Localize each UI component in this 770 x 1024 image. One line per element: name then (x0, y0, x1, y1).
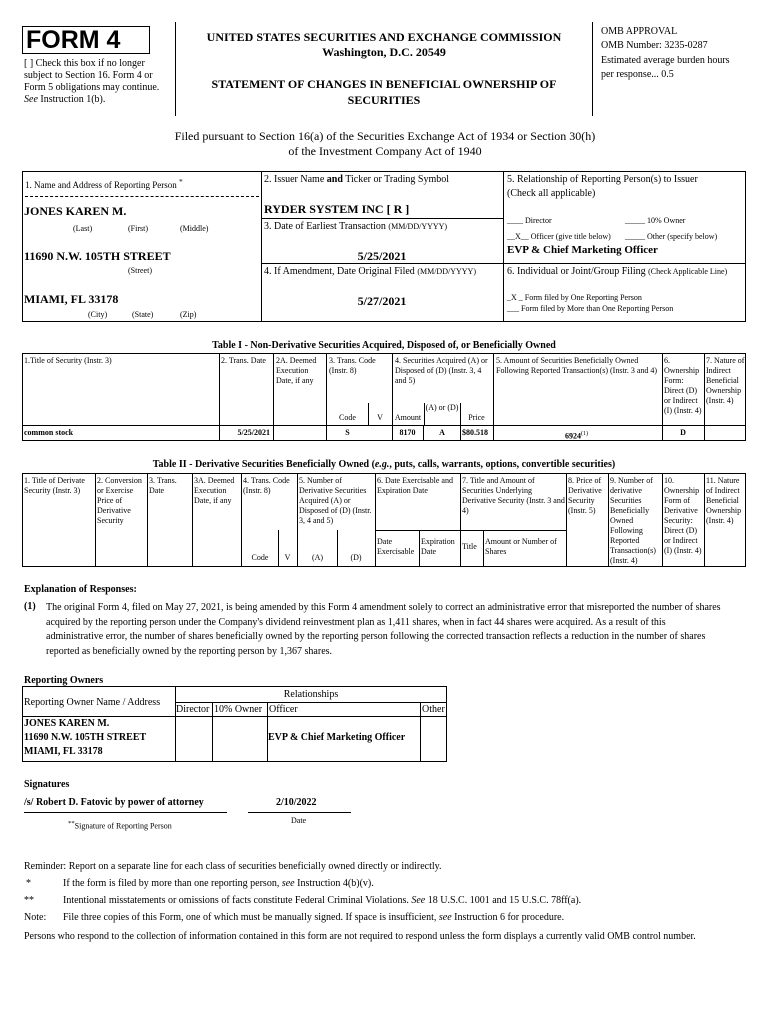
explanation-heading: Explanation of Responses: (24, 584, 137, 595)
omb-number: OMB Number: 3235-0287 (601, 40, 708, 51)
filed-by-one-option[interactable]: _X _ Form filed by One Reporting Person (507, 293, 642, 302)
t1-row-form: D (680, 428, 686, 437)
box4-label: 4. If Amendment, Date Original Filed (MM/DD/YYYY) (264, 266, 476, 277)
star1-mark: * (26, 878, 31, 889)
t2-col-price: 8. Price of Derivative Security (Instr. 5) (568, 476, 602, 515)
t2-col-form: 10. Ownership Form of Derivative Security: Direct (D) or Indirect (I) (Instr. 4) (664, 476, 702, 555)
t1-sub-price: Price (468, 413, 485, 422)
state-label: (State) (132, 310, 154, 319)
note-mark: Note: (24, 912, 47, 923)
filed-pursuant: Filed pursuant to Section 16(a) of the Securities Exchange Act of 1934 or Section 30(h) of the Investment Company Act of 1940 (174, 129, 596, 158)
t2-sub-code: Code (251, 553, 269, 562)
signature-value: /s/ Robert D. Fatovic by power of attorney (24, 797, 204, 808)
owner-officer-title: EVP & Chief Marketing Officer (268, 732, 406, 743)
persons-notice: Persons who respond to the collection of information contained in this form are not required to respond unless the form displays a currently valid OMB control number. (24, 931, 696, 942)
reporting-person-name: JONES KAREN M. (24, 204, 127, 218)
signature-label: **Signature of Reporting Person (68, 820, 172, 831)
t2-col-underlying: 7. Title and Amount of Securities Underlying Derivative Security (Instr. 3 and 4) (462, 476, 565, 515)
star2-mark: ** (24, 895, 34, 906)
t2-col-title: 1. Title of Derivate Security (Instr. 3) (24, 476, 85, 495)
first-label: (First) (128, 224, 148, 233)
t2-sub-date-ex: Date Exercisable (377, 537, 415, 556)
middle-label: (Middle) (180, 224, 209, 233)
issuer-name: RYDER SYSTEM INC [ R ] (264, 202, 410, 216)
owner-city: MIAMI, FL 33178 (24, 746, 103, 757)
check-box-note[interactable]: [ ] Check this box if no longer subject to Section 16. Form 4 or Form 5 obligations may continue. See Instruction 1(b). (24, 58, 160, 105)
reporting-person-city: MIAMI, FL 33178 (24, 292, 119, 306)
filed-by-more-option[interactable]: ___ Form filed by More than One Reporting Person (507, 304, 674, 313)
signatures-heading: Signatures (24, 779, 70, 790)
footnote-number: (1) (24, 601, 36, 612)
t2-sub-d: (D) (350, 553, 362, 562)
last-label: (Last) (73, 224, 93, 233)
t1-sub-v: V (377, 413, 383, 422)
t1-col-title: 1.Title of Security (Instr. 3) (24, 356, 112, 365)
t1-col-acquired: 4. Securities Acquired (A) or Disposed of (D) (Instr. 3, 4 and 5) (395, 356, 488, 385)
owners-col-10pct: 10% Owner (214, 704, 263, 715)
t1-col-code: 3. Trans. Code (Instr. 8) (329, 356, 376, 375)
t2-col-number: 5. Number of Derivative Securities Acquired (A) or Disposed of (D) (Instr. 3, 4 and 5) (299, 476, 372, 525)
table2-title: Table II - Derivative Securities Beneficially Owned (e.g., puts, calls, warrants, options, convertible securities) (152, 459, 616, 470)
signature-date: 2/10/2022 (276, 797, 317, 808)
t2-col-code: 4. Trans. Code (Instr. 8) (243, 476, 290, 495)
t1-row-code: S (345, 428, 350, 437)
form-title-box (22, 26, 150, 54)
t1-row-price: $80.518 (462, 428, 488, 437)
zip-label: (Zip) (180, 310, 197, 319)
table1-title: Table I - Non-Derivative Securities Acquired, Disposed of, or Beneficially Owned (212, 340, 556, 351)
owners-col-other: Other (422, 704, 445, 715)
box2-label: 2. Issuer Name and Ticker or Trading Symbol (264, 174, 450, 185)
t2-col-conversion: 2. Conversion or Exercise Price of Derivative Security (97, 476, 142, 525)
t2-col-nature: 11. Nature of Indirect Beneficial Ownership (Instr. 4) (706, 476, 742, 525)
agency-name: UNITED STATES SECURITIES AND EXCHANGE COMMISSION (206, 30, 562, 44)
reporting-person-street: 11690 N.W. 105TH STREET (24, 249, 171, 263)
t2-col-date: 3. Trans. Date (149, 476, 177, 495)
box5-label: 5. Relationship of Reporting Person(s) to Issuer (507, 174, 698, 185)
amendment-original-date: 5/27/2021 (357, 294, 407, 308)
t2-sub-a: (A) (311, 553, 324, 562)
statement-title: STATEMENT OF CHANGES IN BENEFICIAL OWNERSHIP OF SECURITIES (211, 77, 557, 107)
omb-approval: OMB APPROVAL (601, 26, 678, 37)
box5-label2: (Check all applicable) (507, 188, 596, 199)
earliest-transaction-date: 5/25/2021 (357, 249, 407, 263)
other-checkbox[interactable]: _____ Other (specify below) (625, 232, 718, 241)
form-title: FORM 4 (26, 26, 121, 54)
omb-burden: Estimated average burden hours per response... 0.5 (601, 55, 730, 80)
star2-text: Intentional misstatements or omissions of facts constitute Federal Criminal Violations. See 18 U.S.C. 1001 and 15 U.S.C. 78ff(a). (63, 895, 582, 906)
date-label: Date (291, 816, 307, 825)
reminder: Reminder: Report on a separate line for each class of securities beneficially owned directly or indirectly. (24, 861, 442, 872)
officer-title: EVP & Chief Marketing Officer (507, 244, 658, 256)
director-checkbox[interactable]: ____ Director (507, 216, 552, 225)
t2-col-exercisable: 6. Date Exercisable and Expiration Date (377, 476, 453, 495)
owners-col-name: Reporting Owner Name / Address (24, 697, 161, 708)
t2-sub-v: V (284, 553, 291, 562)
t1-sub-code: Code (339, 413, 356, 422)
street-label: (Street) (128, 266, 152, 275)
owners-col-officer: Officer (269, 704, 298, 715)
note-text: File three copies of this Form, one of which must be manually signed. If space is insufficient, see Instruction 6 for procedure. (63, 912, 565, 923)
t1-row-amount: 8170 (399, 428, 416, 437)
t1-row-owned: 6924$^{(1)}$ (565, 431, 588, 441)
city-label: (City) (88, 310, 108, 319)
box3-label: 3. Date of Earliest Transaction (MM/DD/YYYY) (264, 221, 448, 232)
t1-col-nature: 7. Nature of Indirect Beneficial Ownership (Instr. 4) (706, 356, 745, 405)
t1-row-date: 5/25/2021 (237, 428, 270, 437)
t2-sub-title: Title (462, 542, 477, 551)
t2-col-deemed: 3A. Deemed Execution Date, if any (194, 476, 235, 505)
star1-text: If the form is filed by more than one reporting person, see Instruction 4(b)(v). (63, 878, 374, 889)
t1-col-deemed: 2A. Deemed Execution Date, if any (276, 356, 317, 385)
t1-col-owned: 5. Amount of Securities Beneficially Owned Following Reported Transaction(s) (Instr. 3 and 4) (496, 356, 658, 375)
t1-row-aord: A (439, 428, 445, 437)
officer-checkbox[interactable]: __X__ Officer (give title below) (507, 232, 611, 241)
reporting-owners-heading: Reporting Owners (24, 675, 104, 686)
t2-sub-amount: Amount or Number of Shares (485, 537, 557, 556)
t2-col-number-owned: 9. Number of derivative Securities Beneficially Owned Following Reported Transaction(s) (Instr. 4) (610, 476, 656, 565)
t1-row-security: common stock (24, 428, 74, 437)
t2-sub-expiration: Expiration Date (421, 537, 455, 556)
box1-label: 1. Name and Address of Reporting Person * (25, 177, 183, 190)
owner-name: JONES KAREN M. (24, 718, 110, 729)
t1-col-date: 2. Trans. Date (221, 356, 266, 365)
footnote-text: The original Form 4, filed on May 27, 2021, is being amended by this Form 4 amendment solely to correct an administrative error that misreported the number of shares acquired by the reporting person under the Company's dividend reinvestment plan as 1,411 shares, when in fact 44 shares were acquired. As a result of this administrative error, the number of shares beneficially owned by the reporting person following the corrected transaction reflects a reduction in the number of shares reported as beneficially owned by the reporting person by 1,367 shares. (46, 602, 721, 657)
owners-relationships: Relationships (283, 689, 339, 700)
ten-percent-owner-checkbox[interactable]: _____ 10% Owner (625, 216, 686, 225)
t1-sub-amount: Amount (394, 413, 422, 422)
t1-sub-aord: (A) or (D) (425, 403, 459, 412)
box6-label: 6. Individual or Joint/Group Filing (Check Applicable Line) (507, 266, 728, 277)
owner-street: 11690 N.W. 105TH STREET (24, 732, 147, 743)
owners-col-director: Director (176, 704, 210, 715)
agency-location: Washington, D.C. 20549 (322, 45, 446, 59)
t1-col-form: 6. Ownership Form: Direct (D) or Indirect (I) (Instr. 4) (664, 356, 702, 415)
